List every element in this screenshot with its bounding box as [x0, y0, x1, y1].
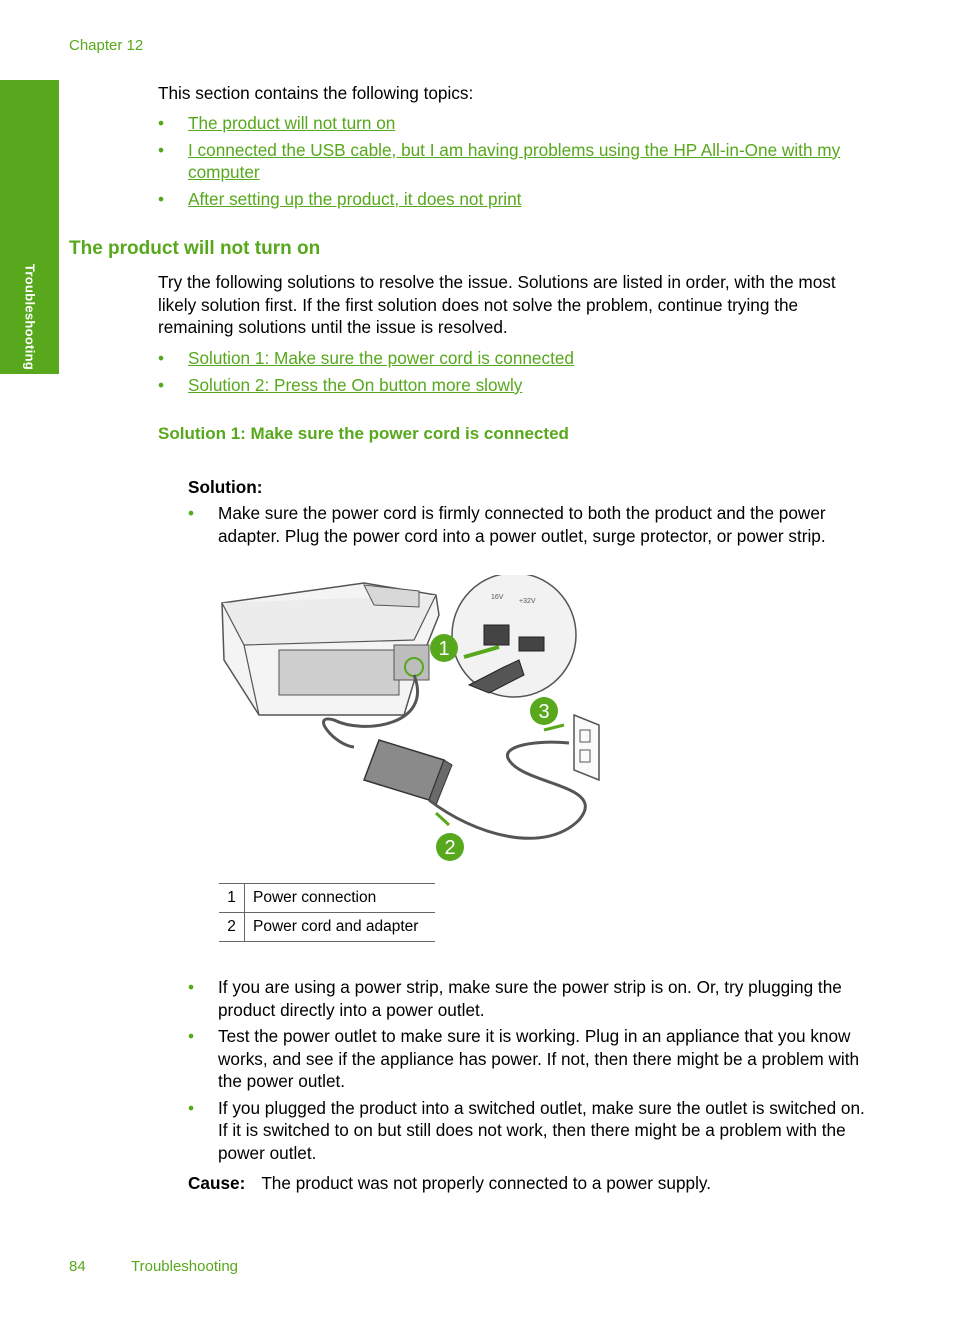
table-row: [219, 884, 435, 913]
legend-text: Power connection: [245, 884, 436, 913]
arrow-3: [544, 725, 564, 730]
callout-3-label: 3: [538, 701, 550, 723]
section-title: The product will not turn on: [69, 238, 321, 259]
solution-label: Solution:: [188, 477, 263, 497]
topic-list: [158, 112, 873, 210]
cause-text: The product was not properly connected to a power supply.: [261, 1173, 711, 1193]
zoom-circle: [452, 575, 576, 697]
wall-outlet-drawing: [574, 715, 599, 780]
bullet-dot: •: [188, 1026, 195, 1046]
bullet-dot: •: [158, 188, 165, 209]
callout-2: [436, 833, 464, 861]
legend-number: 2: [219, 913, 245, 942]
callout-1-label: 1: [438, 638, 450, 660]
figure-legend-table: [219, 883, 435, 942]
table-row: [219, 913, 435, 942]
bullet-text: If you plugged the product into a switched outlet, make sure the outlet is switched on. If it is switched to on but still does not work, then there might be a problem with the power outlet.: [218, 1097, 865, 1163]
list-item: [158, 374, 873, 397]
callout-3: [530, 697, 558, 725]
list-item: [158, 112, 873, 135]
list-item: [158, 347, 873, 370]
list-item: [188, 976, 873, 1021]
page-number: 84: [69, 1258, 86, 1275]
bullet-dot: •: [158, 139, 165, 160]
solution-list: [158, 347, 873, 396]
chapter-header: Chapter 12: [69, 37, 144, 54]
solution-link-1[interactable]: Solution 1: Make sure the power cord is connected: [188, 348, 574, 368]
solution-link-2[interactable]: Solution 2: Press the On button more slowly: [188, 374, 523, 395]
arrow-2: [436, 813, 449, 825]
bullet-dot: •: [158, 374, 165, 395]
solution1-title: Solution 1: Make sure the power cord is connected: [158, 424, 569, 443]
callout-1: [430, 634, 458, 662]
list-item: [188, 1025, 873, 1093]
footer-section: Troubleshooting: [131, 1258, 239, 1275]
bullet-text: Test the power outlet to make sure it is working. Plug in an appliance that you know works, and see if the appliance has power. If not, then there might be a problem with the power outlet.: [218, 1026, 860, 1091]
sidebar-tab-label: Troubleshooting: [22, 263, 38, 371]
port-label-16v: 16V: [491, 594, 504, 601]
legend-text: Power cord and adapter: [245, 913, 436, 942]
list-item: [188, 502, 873, 547]
bullet-dot: •: [188, 977, 195, 997]
list-item: [158, 139, 873, 184]
solution1-bullets: [188, 976, 873, 1164]
list-item: [188, 1097, 873, 1165]
bullet-dot: •: [188, 503, 195, 523]
cause-line: [188, 1172, 873, 1195]
topic-link-does-not-print[interactable]: After setting up the product, it does not print: [188, 188, 522, 209]
list-item: [158, 188, 873, 211]
printer-drawing: [222, 583, 439, 715]
sidebar-tab: [0, 80, 59, 374]
topic-link-not-turn-on[interactable]: The product will not turn on: [188, 113, 396, 133]
cause-label: Cause:: [188, 1173, 246, 1193]
bullet-text: Make sure the power cord is firmly connected to both the product and the power adapter. Plug the power cord into a power outlet, surge protector, or power strip.: [218, 503, 826, 546]
power-connection-illustration: [214, 575, 609, 865]
callout-2-label: 2: [444, 837, 456, 859]
bullet-dot: •: [158, 113, 165, 133]
bullet-text: If you are using a power strip, make sure the power strip is on. Or, try plugging the product directly into a power outlet.: [218, 977, 842, 1020]
legend-number: 1: [219, 884, 245, 913]
solution1-bullet-top: [188, 502, 873, 547]
bullet-dot: •: [158, 348, 165, 368]
topic-link-usb-problems[interactable]: I connected the USB cable, but I am having problems using the HP All-in-One with my computer: [188, 139, 841, 182]
port-label-32v: +32V: [519, 598, 536, 605]
intro-text: This section contains the following topics:: [158, 83, 474, 103]
section-paragraph: Try the following solutions to resolve the issue. Solutions are listed in order, with the most likely solution first. If the first solution does not solve the problem, continue trying the remaining solutions until the issue is resolved.: [158, 272, 836, 337]
bullet-dot: •: [188, 1097, 195, 1118]
